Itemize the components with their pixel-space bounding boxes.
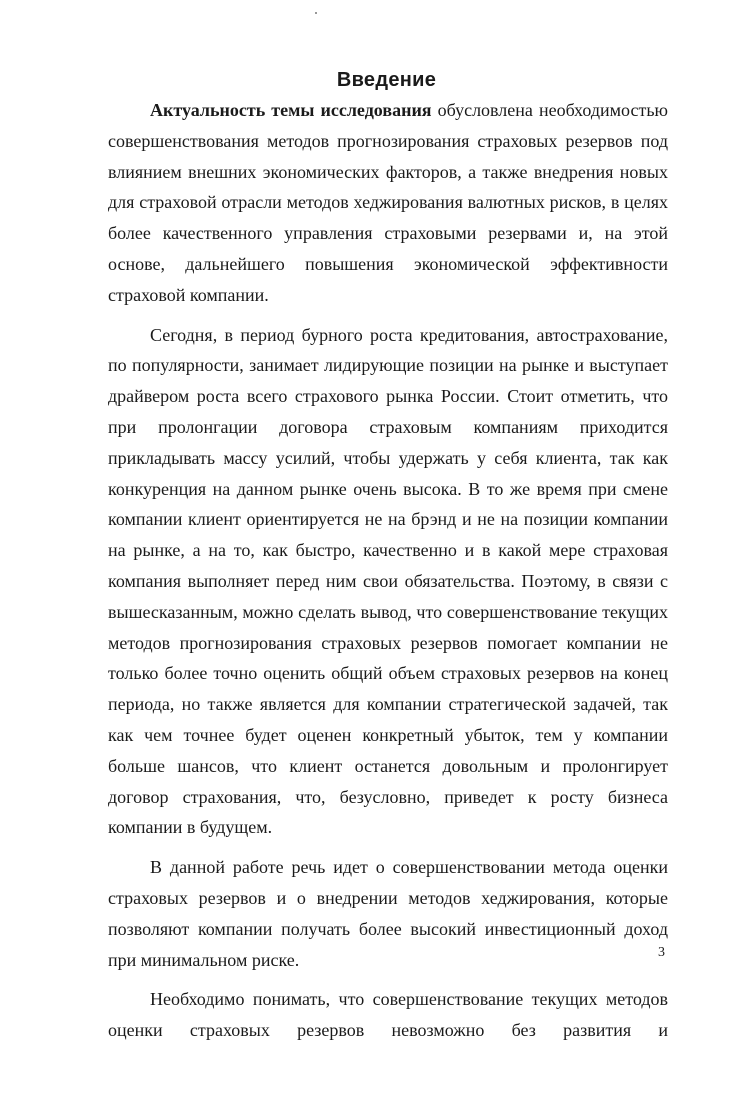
paragraph-relevance-text: обусловлена необходимостью совершенствования методов прогнозирования страховых резервов под влиянием внешних экономических факторов, а также внедрения новых для страховой отрасли методов хеджирования валютных рисков, в целях более качественного управления страховыми резервами и, на этой основе, дальнейшего повышения экономической эффективности страховой компании. <box>108 100 668 305</box>
page-number: 3 <box>658 945 665 960</box>
body-text <box>108 95 668 1055</box>
scan-speck <box>315 12 317 14</box>
paragraph-lead: Актуальность темы исследования <box>150 100 432 120</box>
paragraph-work-scope: В данной работе речь идет о совершенствовании метода оценки страховых резервов и о внедрении методов хеджирования, которые позволяют компании получать более высокий инвестиционный доход при минимальном риске. <box>108 857 668 970</box>
paragraph-conclusion: Необходимо понимать, что совершенствование текущих методов оценки страховых резервов невозможно без развития и <box>108 989 668 1041</box>
paragraph-auto-insurance: Сегодня, в период бурного роста кредитования, автострахование, по популярности, занимает лидирующие позиции на рынке и выступает драйвером роста всего страхового рынка России. Стоит отметить, что при пролонгации договора страховым компаниям приходится прикладывать массу усилий, чтобы удержать у себя клиента, так как конкуренция на данном рынке очень высока. В то же время при смене компании клиент ориентируется не на брэнд и не на позиции компании на рынке, а на то, как быстро, качественно и в какой мере страховая компания выполняет перед ним свои обязательства. Поэтому, в связи с вышесказанным, можно сделать вывод, что совершенствование текущих методов прогнозирования страховых резервов помогает компании не только более точно оценить общий объем страховых резервов на конец периода, но также является для компании стратегической задачей, так как чем точнее будет оценен конкретный убыток, тем у компании больше шансов, что клиент останется довольным и пролонгирует договор страхования, что, безусловно, приведет к росту бизнеса компании в будущем. <box>108 324 668 838</box>
page-title: Введение <box>336 69 437 91</box>
paragraph-relevance <box>108 95 668 311</box>
